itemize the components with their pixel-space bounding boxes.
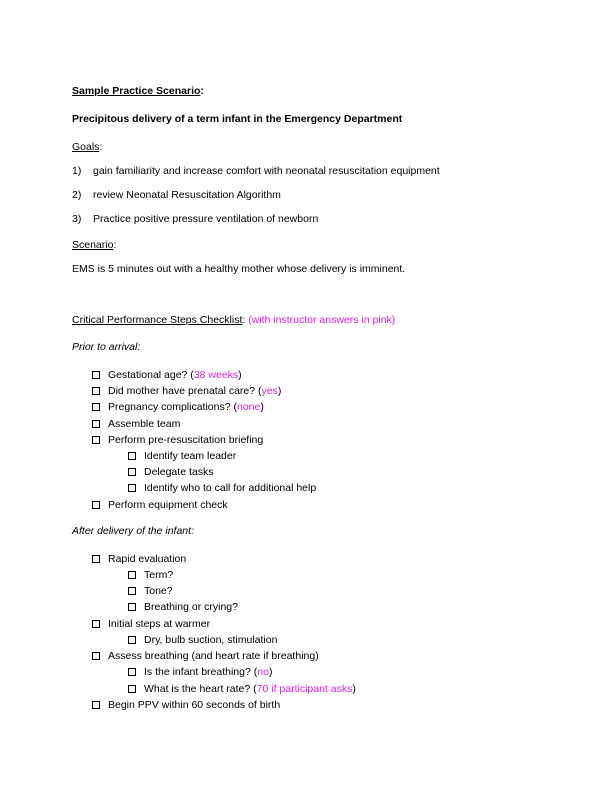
checklist-note: (with instructor answers in pink): [248, 314, 396, 326]
title-text: Sample Practice Scenario: [72, 85, 201, 97]
checklist-item-content: [108, 369, 242, 381]
checklist-heading-text: Critical Performance Steps Checklist: [72, 314, 243, 326]
page-subtitle: Precipitous delivery of a term infant in the Emergency Department: [72, 113, 403, 125]
checkbox[interactable]: [92, 371, 100, 379]
checklist-item-text: Assemble team: [108, 418, 181, 430]
goals-heading-text: Goals: [72, 141, 100, 153]
checkbox[interactable]: [92, 501, 100, 509]
checklist-item-close: ): [268, 666, 273, 678]
goal-number: 1): [72, 165, 82, 177]
checklist-heading: [72, 314, 395, 326]
checkbox[interactable]: [128, 468, 136, 476]
page-title: [72, 85, 204, 97]
checkbox[interactable]: [92, 652, 100, 660]
checkbox[interactable]: [128, 668, 136, 676]
checklist-item-content: [144, 683, 356, 695]
checklist-item-close: ): [238, 369, 242, 381]
prior-to-arrival-label: Prior to arrival:: [72, 341, 141, 353]
scenario-heading: [72, 239, 116, 251]
checklist-item-text: Did mother have prenatal care? (: [108, 385, 262, 397]
checklist-item-text: Identify team leader: [144, 450, 237, 462]
checklist-item-text: Breathing or crying?: [144, 601, 238, 613]
after-delivery-label: After delivery of the infant:: [72, 525, 194, 537]
checkbox[interactable]: [92, 436, 100, 444]
checklist-item-close: ): [260, 401, 264, 413]
goals-heading-colon: :: [99, 141, 103, 153]
checklist-item-text: Rapid evaluation: [108, 553, 187, 565]
goal-text: Practice positive pressure ventilation of newborn: [93, 213, 319, 225]
goal-number: 3): [72, 213, 82, 225]
goal-text: gain familiarity and increase comfort with neonatal resuscitation equipment: [93, 165, 440, 177]
goals-heading: [72, 141, 102, 153]
checklist-item-content: [108, 385, 281, 397]
checklist-item-text: Term?: [144, 569, 174, 581]
instructor-answer: none: [236, 401, 261, 413]
instructor-answer: 70 if participant asks: [256, 683, 353, 695]
title-suffix: :: [200, 85, 204, 97]
checklist-item-text: Initial steps at warmer: [108, 618, 211, 630]
checkbox[interactable]: [128, 685, 136, 693]
checklist-item-close: ): [352, 683, 356, 695]
checklist-item-text: Tone?: [144, 585, 173, 597]
checklist-item-content: [144, 666, 272, 678]
instructor-answer: yes: [261, 385, 278, 397]
checklist-item-text: Is the infant breathing? (: [144, 666, 258, 678]
goal-item: [72, 165, 440, 177]
checklist-item-content: [108, 401, 264, 413]
scenario-heading-text: Scenario: [72, 239, 114, 251]
goal-item: [72, 213, 319, 225]
instructor-answer: 38 weeks: [193, 369, 239, 381]
checklist-item-text: Perform equipment check: [108, 499, 228, 511]
checklist-item-text: Pregnancy complications? (: [108, 401, 237, 413]
checkbox[interactable]: [128, 587, 136, 595]
checklist-item-text: Gestational age? (: [108, 369, 194, 381]
checkbox[interactable]: [128, 452, 136, 460]
checkbox[interactable]: [128, 636, 136, 644]
checklist-heading-colon: :: [242, 314, 249, 326]
checkbox[interactable]: [92, 387, 100, 395]
checklist-item-text: What is the heart rate? (: [144, 683, 257, 695]
checklist-item-close: ): [277, 385, 282, 397]
checklist-item-text: Perform pre-resuscitation briefing: [108, 434, 264, 446]
checklist-item-text: Dry, bulb suction, stimulation: [144, 634, 278, 646]
checkbox[interactable]: [92, 620, 100, 628]
checkbox[interactable]: [92, 555, 100, 563]
checkbox[interactable]: [128, 484, 136, 492]
goal-number: 2): [72, 189, 82, 201]
checkbox[interactable]: [92, 701, 100, 709]
checkbox[interactable]: [92, 420, 100, 428]
checkbox[interactable]: [92, 403, 100, 411]
scenario-heading-colon: :: [113, 239, 117, 251]
instructor-answer: no: [257, 666, 269, 678]
checklist-item-text: Identify who to call for additional help: [144, 482, 317, 494]
goal-item: [72, 189, 281, 201]
checklist-item-text: Delegate tasks: [144, 466, 214, 478]
goal-text: review Neonatal Resuscitation Algorithm: [93, 189, 281, 201]
checkbox[interactable]: [128, 603, 136, 611]
scenario-text: EMS is 5 minutes out with a healthy mother whose delivery is imminent.: [72, 263, 406, 275]
checklist-item-text: Begin PPV within 60 seconds of birth: [108, 699, 281, 711]
checklist-item-text: Assess breathing (and heart rate if breathing): [108, 650, 319, 662]
checkbox[interactable]: [128, 571, 136, 579]
